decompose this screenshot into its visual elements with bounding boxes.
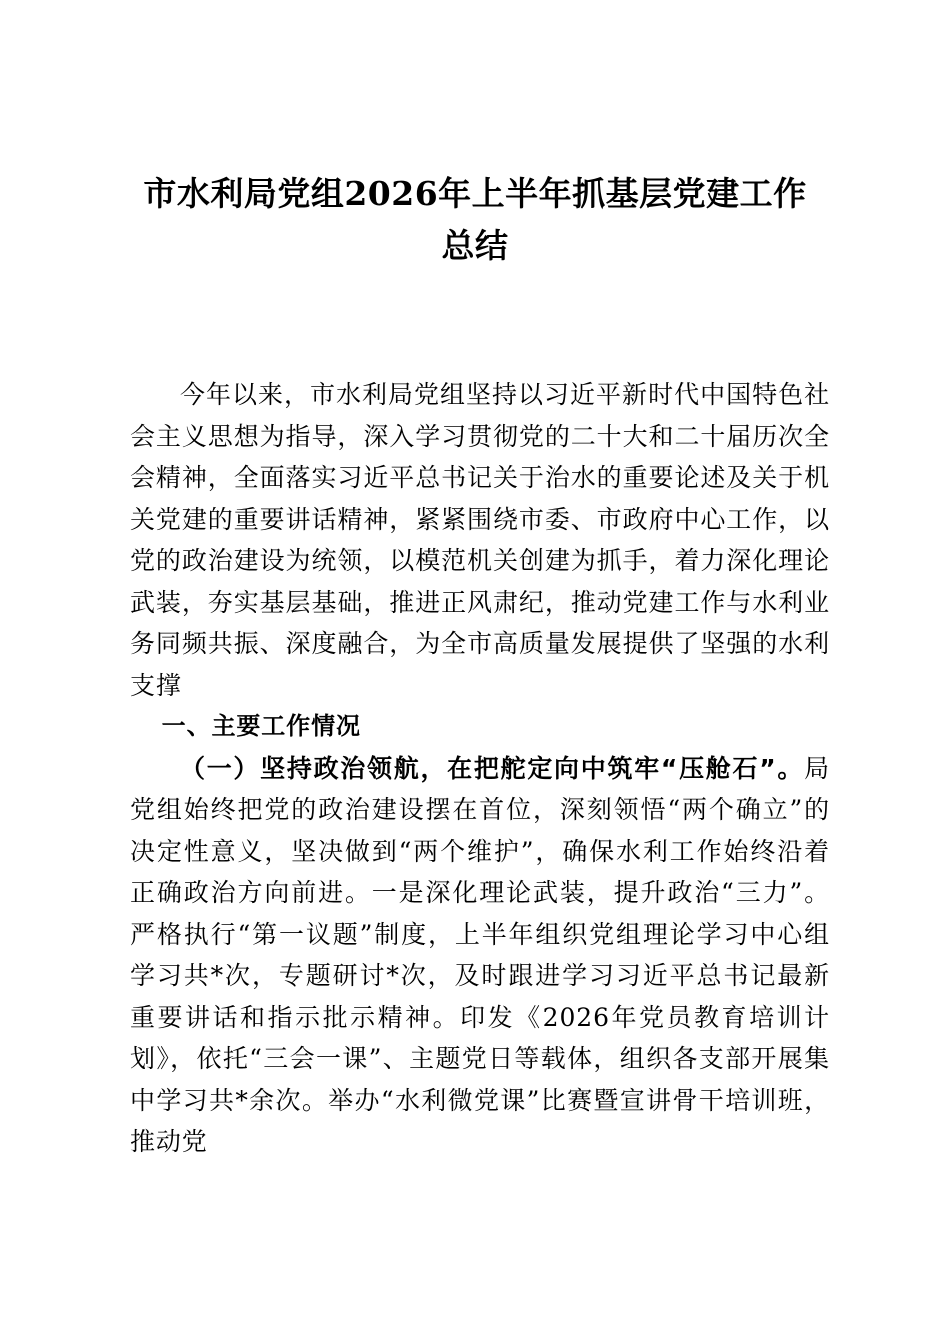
title-line-1: 市水利局党组2026年上半年抓基层党建工作 — [143, 174, 807, 213]
section-heading-main-work: 一、主要工作情况 — [161, 712, 361, 740]
intro-paragraph: 今年以来，市水利局党组坚持以习近平新时代中国特色社会主义思想为指导，深入学习贯彻党的二十大和二十届历次全会精神，全面落实习近平总书记关于治水的重要论述及关于机关党建的重要讲话精神，紧紧围绕市委、市政府中心工作，以党的政治建设为统领，以模范机关创建为抓手，着力深化理论武装，夯实基层基础，推进正风肃纪，推动党建工作与水利业务同频共振、深度融合，为全市高质量发展提供了坚强的水利支撑 — [130, 380, 830, 700]
title-line-2: 总结 — [441, 226, 509, 265]
subsection-paragraph-1 — [130, 748, 830, 1163]
subsection-text-1: 局党组始终把党的政治建设摆在首位，深刻领悟“两个确立”的决定性意义，坚决做到“两个维护”，确保水利工作始终沿着正确政治方向前进。一是深化理论武装，提升政治“三力”。严格执行“第一议题”制度，上半年组织党组理论学习中心组学习共*次，专题研讨*次，及时跟进学习习近平总书记最新重要讲话和指示批示精神。印发《2026年党员教育培训计划》，依托“三会一课”、主题党日等载体，组织各支部开展集中学习共*余次。举办“水利微党课”比赛暨宣讲骨干培训班，推动党 — [130, 753, 830, 1156]
document-body — [130, 374, 830, 1163]
document-title — [120, 168, 830, 272]
subsection-heading-1: （一）坚持政治领航，在把舵定向中筑牢“压舱石”。 — [180, 753, 805, 783]
